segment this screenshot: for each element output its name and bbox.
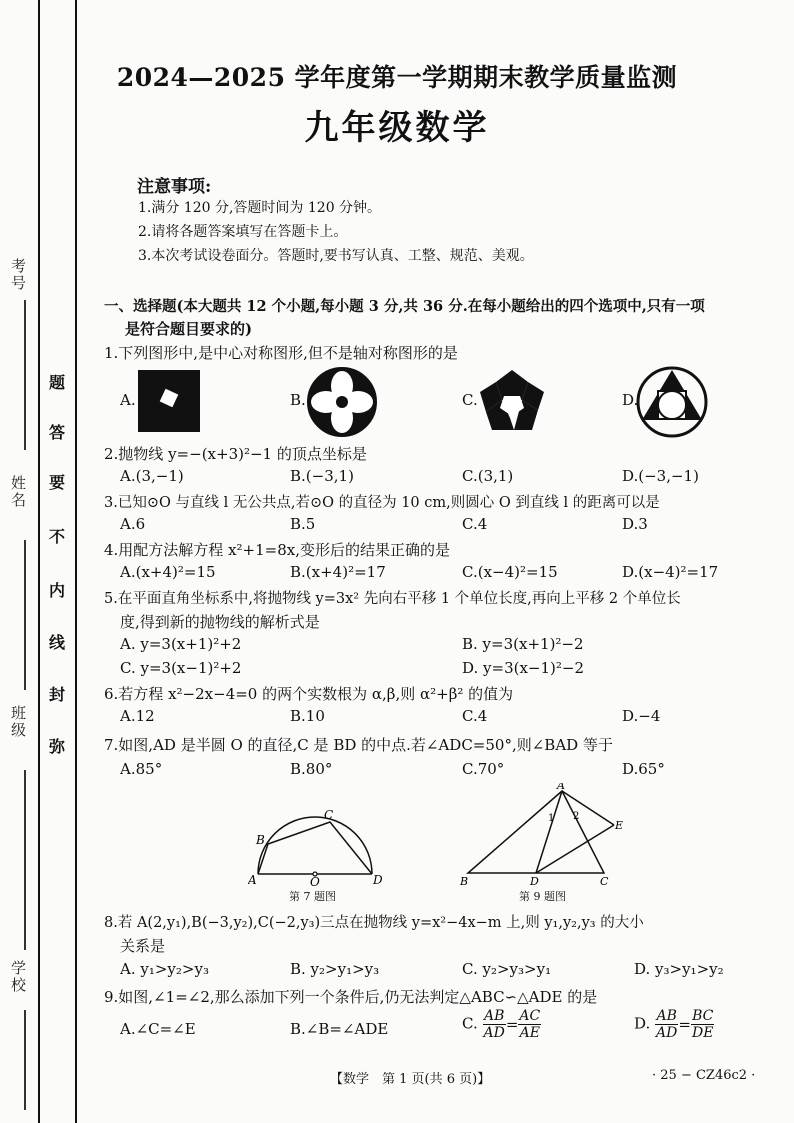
q2-option-b: B.(−3,1) (290, 467, 354, 485)
section-heading-cont: 是符合题目要求的) (125, 320, 253, 338)
q1-option-b: B. (290, 391, 306, 409)
q3-option-a: A.6 (120, 515, 146, 533)
q9-option-d: D. $\frac{AB}{AD}$ = $\frac{BC}{DE}$ (634, 1008, 714, 1041)
q8-option-b: B. y₂>y₁>y₃ (290, 960, 380, 978)
section-heading: 一、选择题(本大题共 12 个小题,每小题 3 分,共 36 分.在每小题给出的四个选项中,只有一项 (104, 298, 705, 315)
seal-char: 题 (49, 373, 66, 392)
q1-option-a: A. (120, 391, 136, 409)
exam-title: 2024—2025 学年度第一学期期末教学质量监测 (116, 63, 678, 92)
q9-d-fraction-2: $\frac{BC}{DE}$ (691, 1008, 714, 1041)
exam-no-blank (24, 300, 26, 450)
q4-option-a: A.(x+4)²=15 (120, 563, 216, 581)
q9-d-fraction-1: $\frac{AB}{AD}$ (656, 1008, 678, 1041)
q1-option-c: C. (462, 391, 478, 409)
binding-border-inner (75, 0, 77, 1123)
paper-code: · 25 − CZ46c2 · (652, 1068, 756, 1083)
q1-figure-a (138, 370, 200, 436)
seal-char: 内 (49, 581, 66, 600)
fig7-label-o: O (310, 875, 320, 886)
q2-option-c: C.(3,1) (462, 467, 514, 485)
subject-title: 九年级数学 (304, 108, 490, 148)
q4-option-d: D.(x−4)²=17 (622, 563, 719, 581)
question-1-stem: 1.下列图形中,是中心对称图形,但不是轴对称图形的是 (104, 344, 458, 362)
q9-c-prefix: C. (462, 1014, 478, 1033)
q7-option-c: C.70° (462, 760, 505, 778)
seal-char: 答 (49, 423, 66, 442)
q6-option-c: C.4 (462, 707, 488, 725)
fig9-label-c: C (600, 875, 609, 887)
q3-option-d: D.3 (622, 515, 648, 533)
question-6-stem: 6.若方程 x²−2x−4=0 的两个实数根为 α,β,则 α²+β² 的值为 (104, 685, 514, 703)
q6-option-d: D.−4 (622, 707, 661, 725)
notice-item: 3.本次考试设卷面分。答题时,要书写认真、工整、规范、美观。 (138, 248, 534, 264)
q5-option-a: A. y=3(x+1)²+2 (120, 635, 242, 653)
fig9-label-a: A (557, 783, 565, 792)
q6-option-a: A.12 (120, 707, 155, 725)
figure-7 (248, 806, 388, 890)
question-8-stem: 8.若 A(2,y₁),B(−3,y₂),C(−2,y₃)三点在抛物线 y=x²−4x−m 上,则 y₁,y₂,y₃ 的大小 (104, 915, 644, 931)
q7-option-d: D.65° (622, 760, 665, 778)
q6-option-b: B.10 (290, 707, 325, 725)
question-9-stem: 9.如图,∠1=∠2,那么添加下列一个条件后,仍无法判定△ABC∽△ADE 的是 (104, 988, 598, 1006)
question-3-stem: 3.已知⊙O 与直线 l 无公共点,若⊙O 的直径为 10 cm,则圆心 O 到直线 l 的距离可以是 (104, 495, 660, 511)
q8-option-d: D. y₃>y₁>y₂ (634, 960, 724, 978)
q4-option-b: B.(x+4)²=17 (290, 563, 386, 581)
fig7-label-c: C (324, 808, 334, 822)
class-blank (24, 770, 26, 950)
question-2-stem: 2.抛物线 y=−(x+3)²−1 的顶点坐标是 (104, 445, 367, 463)
question-5-stem: 5.在平面直角坐标系中,将抛物线 y=3x² 先向右平移 1 个单位长度,再向上平移 2 个单位长 (104, 591, 681, 607)
q5-option-d: D. y=3(x−1)²−2 (462, 659, 585, 677)
figure-9-caption: 第 9 题图 (519, 890, 566, 903)
question-7-stem: 7.如图,AD 是半圆 O 的直径,C 是 BD 的中点.若∠ADC=50°,则∠BAD 等于 (104, 736, 613, 754)
q8-option-c: C. y₂>y₃>y₁ (462, 960, 552, 978)
fig9-angle-1: 1 (548, 813, 555, 824)
q5-option-b: B. y=3(x+1)²−2 (462, 635, 584, 653)
seal-char: 要 (49, 473, 66, 492)
q7-option-b: B.80° (290, 760, 333, 778)
fig7-label-d: D (373, 873, 383, 886)
q7-option-a: A.85° (120, 760, 163, 778)
fig9-label-b: B (460, 875, 469, 887)
seal-char: 线 (49, 633, 66, 652)
question-5-stem-cont: 度,得到新的抛物线的解析式是 (120, 613, 320, 631)
figure-9 (458, 783, 638, 891)
name-blank (24, 540, 26, 690)
question-8-stem-cont: 关系是 (120, 937, 166, 955)
fig7-label-a: A (248, 873, 257, 886)
q1-figure-b (306, 366, 378, 442)
class-label: 班级 (9, 705, 27, 739)
q9-c-fraction-1: $\frac{AB}{AD}$ (483, 1008, 505, 1041)
notice-item: 2.请将各题答案填写在答题卡上。 (138, 224, 348, 240)
q2-option-d: D.(−3,−1) (622, 467, 699, 485)
binding-border-outer (38, 0, 40, 1123)
notice-item: 1.满分 120 分,答题时间为 120 分钟。 (138, 200, 382, 216)
exam-no-label: 考号 (9, 258, 27, 292)
seal-char: 封 (49, 685, 66, 704)
notice-heading: 注意事项: (137, 177, 212, 197)
page-number: 【数学 第 1 页(共 6 页)】 (330, 1072, 491, 1087)
fig9-label-e: E (615, 819, 624, 832)
fig7-label-b: B (256, 833, 265, 847)
figure-7-caption: 第 7 题图 (289, 890, 336, 903)
q5-option-c: C. y=3(x−1)²+2 (120, 659, 242, 677)
q4-option-c: C.(x−4)²=15 (462, 563, 558, 581)
q9-c-fraction-2: $\frac{AC}{AE}$ (519, 1008, 541, 1041)
q3-option-c: C.4 (462, 515, 488, 533)
seal-char: 不 (49, 527, 66, 546)
seal-char: 弥 (49, 737, 66, 756)
q1-option-d: D. (622, 391, 639, 409)
school-label: 学校 (9, 960, 27, 994)
q1-figure-d (636, 366, 708, 442)
q2-option-a: A.(3,−1) (120, 467, 184, 485)
question-4-stem: 4.用配方法解方程 x²+1=8x,变形后的结果正确的是 (104, 541, 451, 559)
fig9-label-d: D (530, 875, 539, 887)
name-label: 姓名 (9, 475, 27, 509)
q9-d-prefix: D. (634, 1014, 651, 1033)
q9-option-a: A.∠C=∠E (120, 1020, 196, 1038)
q3-option-b: B.5 (290, 515, 316, 533)
school-blank (24, 1010, 26, 1110)
fig9-angle-2: 2 (573, 811, 580, 822)
q9-option-b: B.∠B=∠ADE (290, 1020, 389, 1038)
q8-option-a: A. y₁>y₂>y₃ (120, 960, 209, 978)
q9-option-c: C. $\frac{AB}{AD}$ = $\frac{AC}{AE}$ (462, 1008, 541, 1041)
q1-figure-c (478, 368, 546, 438)
